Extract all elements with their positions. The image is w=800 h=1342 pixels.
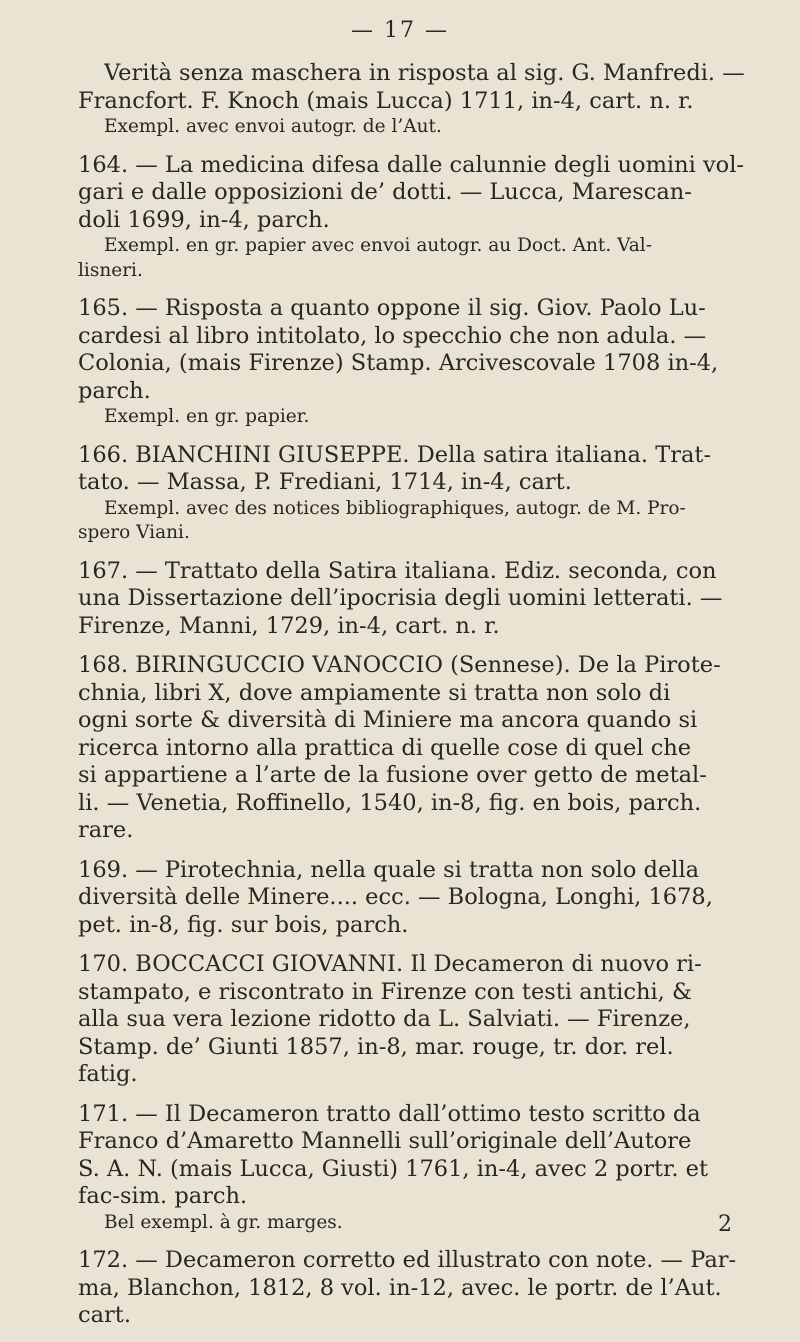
entry-line: alla sua vera lezione ridotto da L. Salviati. — Firenze, bbox=[78, 1006, 691, 1032]
page-number: — 17 — bbox=[351, 18, 449, 43]
entry-line: rare. bbox=[78, 817, 134, 843]
entry-line: ricerca intorno alla prattica di quelle cose di quel che bbox=[78, 734, 692, 761]
entry-line: chnia, libri X, dove ampiamente si tratta non solo di bbox=[78, 679, 671, 706]
entry-line: 167. — Trattato della Satira italiana. Ediz. seconda, con bbox=[78, 557, 717, 584]
entry-line: ma, Blanchon, 1812, 8 vol. in-12, avec. le portr. de l’Aut. bbox=[78, 1274, 722, 1301]
entry-line: gari e dalle opposizioni de’ dotti. — Lucca, Marescan- bbox=[78, 179, 692, 205]
catalogue-entry bbox=[78, 60, 768, 140]
catalogue-entry bbox=[78, 951, 768, 1089]
entry-note: lisneri. bbox=[78, 259, 143, 281]
signature-mark: 2 bbox=[718, 1212, 732, 1237]
catalogue-entry bbox=[78, 1247, 768, 1330]
entry-line: 171. — Il Decameron tratto dall’ottimo testo scritto da bbox=[78, 1100, 701, 1127]
entry-line: doli 1699, in-4, parch. bbox=[78, 206, 330, 233]
catalogue-entry bbox=[78, 857, 768, 940]
entry-line: fac-sim. parch. bbox=[78, 1183, 248, 1209]
entry-line: 166. BIANCHINI GIUSEPPE. Della satira italiana. Trat- bbox=[78, 441, 712, 468]
catalogue-entry bbox=[78, 295, 768, 430]
entry-line: cardesi al libro intitolato, lo specchio che non adula. — bbox=[78, 322, 707, 349]
entry-line: fatig. bbox=[78, 1061, 138, 1087]
entry-line: tato. — Massa, P. Frediani, 1714, in-4, cart. bbox=[78, 469, 572, 495]
entry-line: Firenze, Manni, 1729, in-4, cart. n. r. bbox=[78, 612, 500, 639]
entry-line: stampato, e riscontrato in Firenze con testi antichi, & bbox=[78, 978, 692, 1005]
entry-line: si appartiene a l’arte de la fusione over getto de metal- bbox=[78, 762, 707, 788]
entry-line: ogni sorte & diversità di Miniere ma ancora quando si bbox=[78, 707, 698, 733]
entry-line: Colonia, (mais Firenze) Stamp. Arcivescovale 1708 in-4, bbox=[78, 350, 719, 376]
catalogue-entry bbox=[78, 652, 768, 845]
entry-line: Franco d’Amaretto Mannelli sull’originale dell’Autore bbox=[78, 1128, 692, 1154]
catalogue-entries bbox=[78, 60, 768, 1342]
entry-line: 164. — La medicina difesa dalle calunnie degli uomini vol- bbox=[78, 151, 745, 178]
catalogue-entry bbox=[78, 152, 768, 284]
catalogue-entry bbox=[78, 1101, 768, 1236]
entry-line: 165. — Risposta a quanto oppone il sig. Giov. Paolo Lu- bbox=[78, 295, 706, 321]
entry-line: parch. bbox=[78, 377, 151, 404]
catalogue-entry bbox=[78, 442, 768, 546]
entry-line: Francfort. F. Knoch (mais Lucca) 1711, in-4, cart. n. r. bbox=[78, 87, 694, 114]
entry-line: cart. bbox=[78, 1302, 131, 1328]
entry-note: Exempl. avec des notices bibliographiques, autogr. de M. Pro- bbox=[104, 497, 686, 519]
entry-note: spero Viani. bbox=[78, 522, 190, 543]
entry-note: Bel exempl. à gr. marges. bbox=[104, 1211, 343, 1233]
catalogue-entry bbox=[78, 558, 768, 641]
entry-note: Exempl. en gr. papier avec envoi autogr. au Doct. Ant. Val- bbox=[104, 235, 652, 256]
entry-line: diversità delle Minere.... ecc. — Bologna, Longhi, 1678, bbox=[78, 884, 713, 910]
entry-line: 170. BOCCACCI GIOVANNI. Il Decameron di nuovo ri- bbox=[78, 951, 702, 977]
entry-line: una Dissertazione dell’ipocrisia degli uomini letterati. — bbox=[78, 585, 723, 611]
entry-line: li. — Venetia, Roffinello, 1540, in-8, fig. en bois, parch. bbox=[78, 789, 702, 816]
entry-note: Exempl. en gr. papier. bbox=[104, 406, 310, 427]
entry-line: 168. BIRINGUCCIO VANOCCIO (Sennese). De la Pirote- bbox=[78, 652, 721, 678]
entry-line: 169. — Pirotechnia, nella quale si tratta non solo della bbox=[78, 856, 700, 883]
entry-line: S. A. N. (mais Lucca, Giusti) 1761, in-4, avec 2 portr. et bbox=[78, 1155, 708, 1182]
entry-line: pet. in-8, fig. sur bois, parch. bbox=[78, 911, 409, 938]
entry-line: 172. — Decameron corretto ed illustrato con note. — Par- bbox=[78, 1247, 737, 1273]
entry-line: Verità senza maschera in risposta al sig. G. Manfredi. — bbox=[104, 60, 745, 86]
entry-note: Exempl. avec envoi autogr. de l’Aut. bbox=[104, 116, 442, 137]
entry-line: Stamp. de’ Giunti 1857, in-8, mar. rouge, tr. dor. rel. bbox=[78, 1033, 674, 1060]
